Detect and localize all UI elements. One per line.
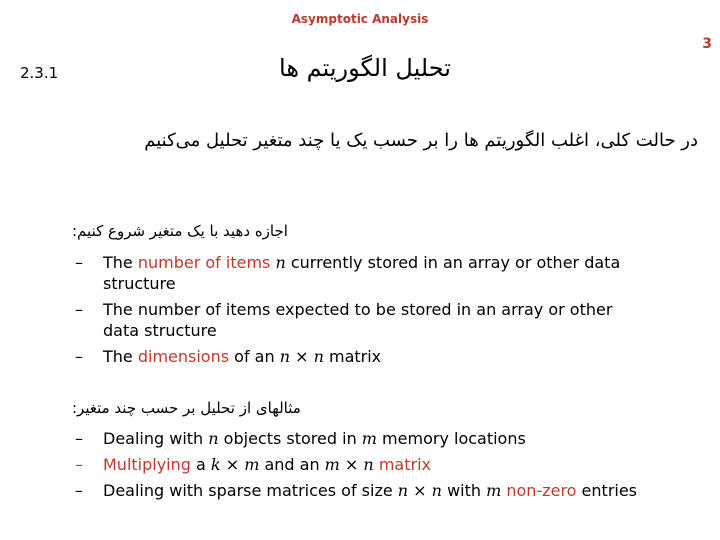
highlight-text: non-zero (501, 481, 577, 500)
item-text: with (441, 481, 487, 500)
list2-heading: مثالهای از تحلیل بر حسب چند متغیر: (72, 399, 301, 417)
math-variable: n (275, 253, 286, 272)
math-variable: m (486, 481, 502, 500)
item-text: objects stored in (218, 429, 362, 448)
math-variable: m (244, 455, 260, 474)
item-text: and an (259, 455, 325, 474)
dash-marker: – (75, 347, 83, 366)
dash-marker: – (75, 455, 83, 474)
math-variable: n (208, 429, 219, 448)
running-header: Asymptotic Analysis (291, 12, 429, 26)
math-variable: n (279, 347, 290, 366)
page-number: 3 (702, 36, 712, 52)
list-item (67, 299, 637, 341)
math-variable: n (431, 481, 442, 500)
item-text: entries (576, 481, 638, 500)
item-text: matrix (323, 347, 382, 366)
math-variable: n (397, 481, 409, 500)
item-text: The (103, 253, 138, 272)
math-variable: n (363, 455, 374, 474)
item-text: × (339, 455, 364, 474)
item-text: × (220, 455, 245, 474)
math-variable: k (210, 455, 221, 474)
item-text: of an (229, 347, 280, 366)
item-text: a (190, 455, 211, 474)
list-item (67, 346, 637, 367)
item-text: × (290, 347, 314, 366)
highlight-text: matrix (373, 455, 431, 474)
dash-marker: – (75, 429, 83, 448)
dash-marker: – (75, 253, 83, 272)
item-text: currently stored in an array or other data structure (103, 253, 621, 293)
dash-marker: – (75, 481, 83, 500)
item-text: Dealing with (103, 429, 209, 448)
math-variable: n (313, 347, 324, 366)
highlight-text: dimensions (137, 347, 230, 366)
dash-marker: – (75, 300, 83, 319)
section-number: 2.3.1 (20, 64, 59, 82)
item-text: The number of items expected to be stored in an array or other data structure (103, 300, 613, 340)
item-text: memory locations (376, 429, 526, 448)
list2-bullets (67, 428, 667, 506)
item-text: The (103, 347, 138, 366)
highlight-text: Multiplying (103, 455, 191, 474)
list-item (67, 454, 667, 475)
list1-bullets (67, 252, 637, 372)
list-item (67, 428, 667, 449)
item-text: Dealing with sparse matrices of size (103, 481, 398, 500)
math-variable: m (324, 455, 340, 474)
intro-paragraph: در حالت کلی، اغلب الگوریتم ها را بر حسب یک یا چند متغیر تحلیل می‌کنیم (144, 130, 698, 151)
list-item (67, 480, 667, 501)
math-variable: m (361, 429, 377, 448)
highlight-text: number of items (137, 253, 271, 272)
item-text: × (408, 481, 432, 500)
slide-title: تحلیل الگوریتم ها (279, 54, 451, 82)
list1-heading: اجازه دهید با یک متغیر شروع کنیم: (72, 222, 288, 240)
list-item (67, 252, 637, 294)
